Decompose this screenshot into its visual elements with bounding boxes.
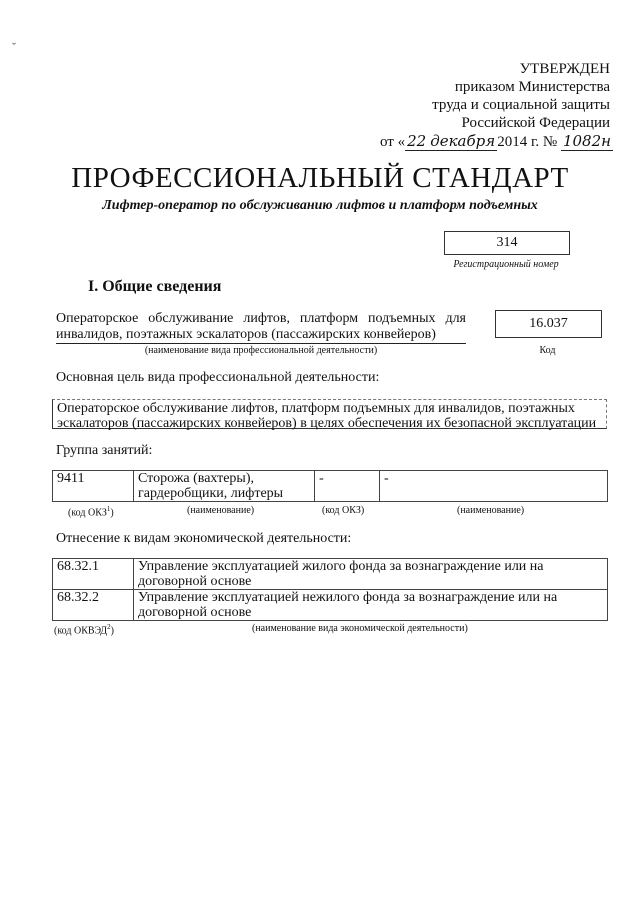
approval-line-2: труда и социальной защиты — [432, 97, 610, 113]
table-row — [53, 590, 608, 621]
order-year-text: 2014 г. № — [497, 134, 558, 150]
approved-label: УТВЕРЖДЕН — [519, 61, 610, 77]
okz-code-cell: 9411 — [53, 471, 134, 502]
table-row — [53, 471, 608, 502]
okved-caption-text: (код ОКВЭД — [54, 625, 108, 637]
name-caption-2: (наименование) — [457, 505, 525, 516]
occupation-group-label: Группа занятий: — [56, 443, 153, 458]
margin-tick-mark: ˇ — [12, 40, 16, 54]
name-caption: (наименование) — [187, 505, 255, 516]
okz-caption — [68, 505, 114, 518]
activity-code-box: 16.037 — [495, 310, 602, 338]
okved-code-cell: 68.32.1 — [53, 559, 134, 590]
occupation-group-table — [52, 470, 608, 502]
economic-activity-name-cell: Управление эксплуатацией нежилого фонда за вознаграждение или на договорной основе — [134, 590, 608, 621]
okz-caption-2: (код ОКЗ) — [322, 505, 365, 516]
occupation-name-cell: Сторожа (вахтеры), гардеробщики, лифтеры — [134, 471, 315, 502]
approval-block — [380, 60, 610, 151]
approval-line-1: приказом Министерства — [454, 79, 610, 95]
approval-line-3: Российской Федерации — [461, 115, 610, 131]
okz-caption-end: ) — [110, 507, 114, 519]
order-number-handwritten: 1082н — [562, 132, 612, 150]
registration-number-label: Регистрационный номер — [453, 259, 559, 270]
order-day-handwritten: 22 — [407, 132, 427, 150]
okved-caption — [54, 623, 114, 636]
order-date-line — [380, 132, 610, 151]
occupation-name-cell-2: - — [380, 471, 608, 502]
activity-code-caption: Код — [539, 345, 556, 356]
document-subtitle: Лифтер-оператор по обслуживанию лифтов и платформ подъемных — [102, 198, 538, 213]
economic-activity-label: Отнесение к видам экономической деятельности: — [56, 531, 352, 546]
activity-underline — [56, 343, 466, 344]
from-prefix: от « — [380, 134, 406, 150]
goal-label: Основная цель вида профессиональной деятельности: — [56, 370, 380, 385]
activity-caption: (наименование вида профессиональной деятельности) — [144, 345, 378, 356]
economic-activity-name-cell: Управление эксплуатацией жилого фонда за вознаграждение или на договорной основе — [134, 559, 608, 590]
okz-caption-text: (код ОКЗ — [68, 507, 107, 519]
activity-name: Операторское обслуживание лифтов, платформ подъемных для инвалидов, поэтажных эскалаторов (пассажирских конвейеров) — [56, 311, 466, 342]
document-title: ПРОФЕССИОНАЛЬНЫЙ СТАНДАРТ — [71, 162, 569, 194]
table-row — [53, 559, 608, 590]
section-heading: I. Общие сведения — [88, 278, 222, 295]
okz-code-cell-2: - — [315, 471, 380, 502]
economic-activity-name-caption: (наименование вида экономической деятельности) — [252, 623, 468, 634]
footnote-2-sup: 2 — [107, 623, 111, 631]
registration-number-box: 314 — [444, 231, 570, 255]
goal-text-box: Операторское обслуживание лифтов, платформ подъемных для инвалидов, поэтажных эскалаторов (пассажирских конвейеров) в целях обеспечения их безопасной эксплуатации — [52, 399, 607, 429]
footnote-1-sup: 1 — [106, 505, 111, 513]
okved-caption-end: ) — [110, 625, 114, 637]
order-month-handwritten: декабря — [430, 132, 496, 150]
economic-activity-table — [52, 558, 608, 621]
okved-code-cell: 68.32.2 — [53, 590, 134, 621]
